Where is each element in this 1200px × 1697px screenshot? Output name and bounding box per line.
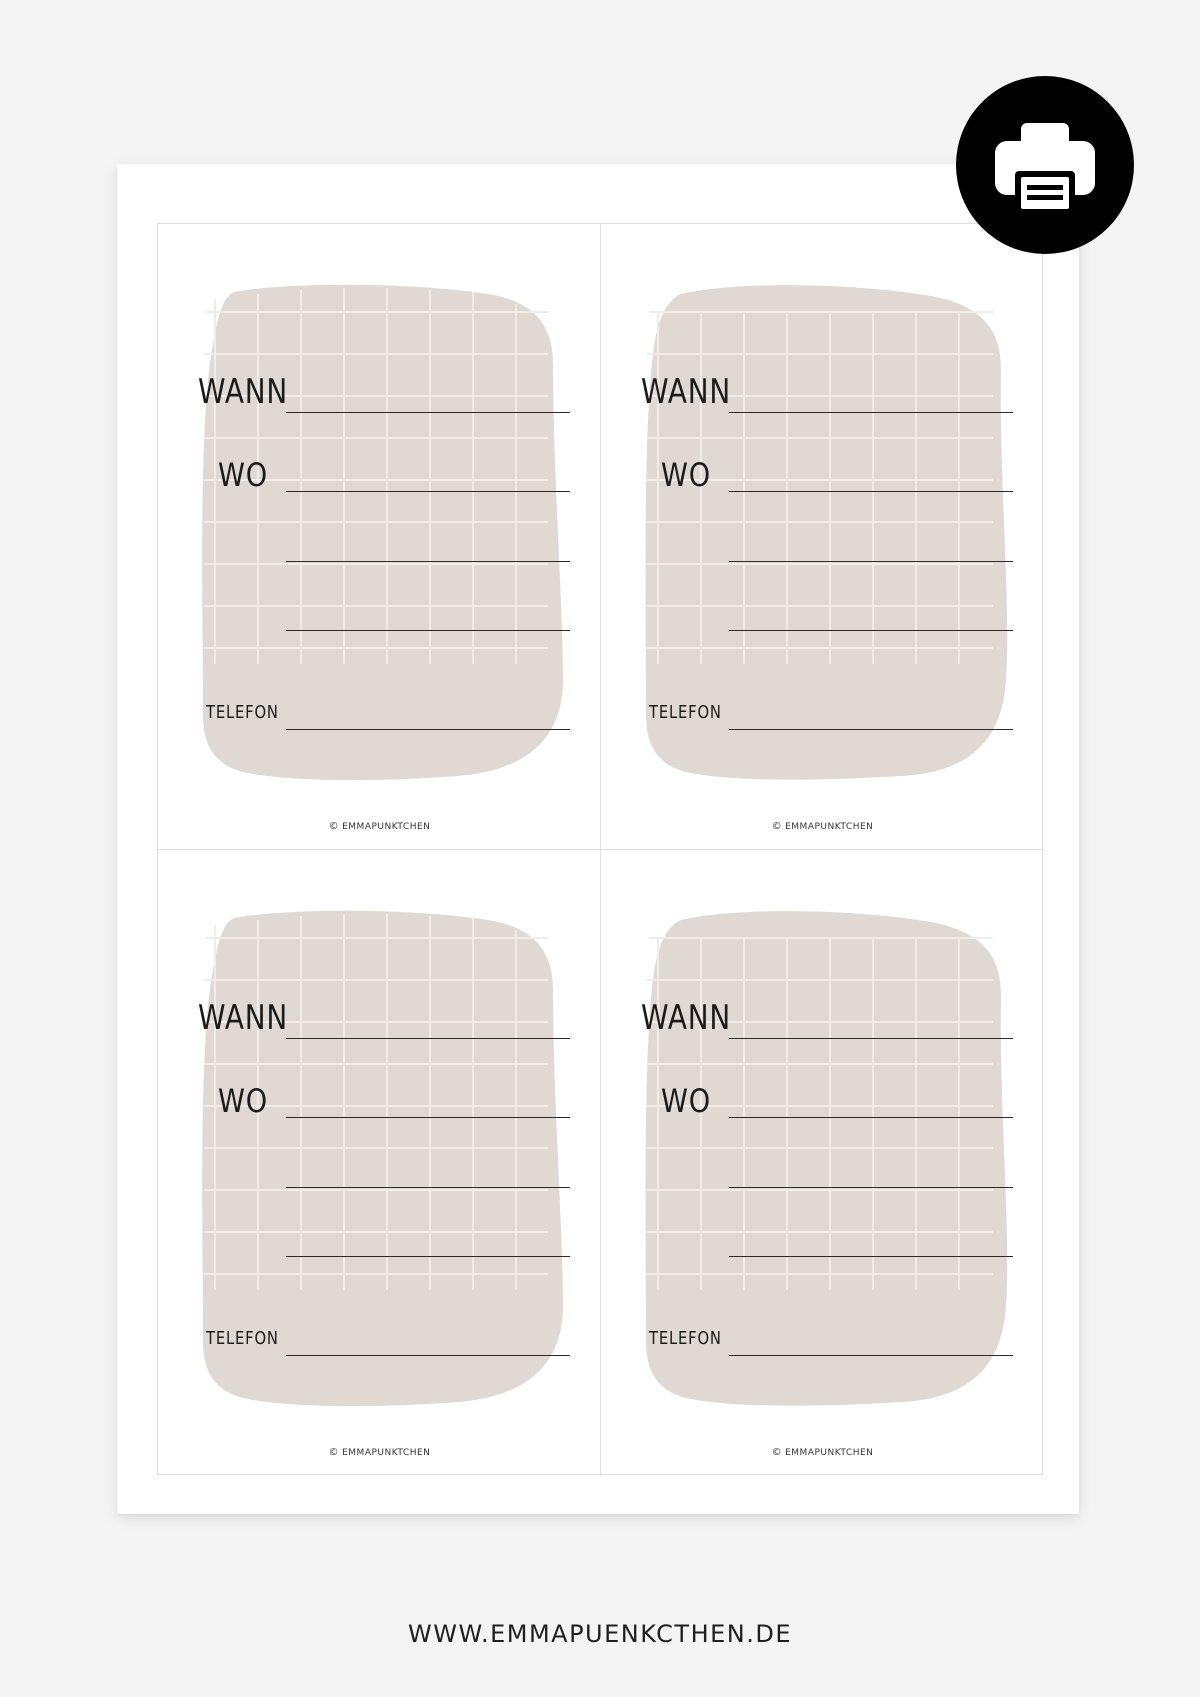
card-credit bbox=[158, 1447, 601, 1458]
telefon-write-line bbox=[729, 729, 1013, 730]
extra-write-line bbox=[729, 561, 1013, 562]
appointment-card bbox=[158, 224, 601, 850]
credit-text: EMMAPUNKTCHEN bbox=[342, 822, 431, 832]
card-grid bbox=[157, 223, 1043, 1475]
wo-write-line bbox=[286, 1117, 570, 1118]
extra-write-line bbox=[286, 561, 570, 562]
wann-label: WANN bbox=[198, 372, 289, 412]
wann-label: WANN bbox=[198, 998, 289, 1038]
telefon-write-line bbox=[729, 1355, 1013, 1356]
extra-write-line bbox=[729, 1256, 1013, 1257]
wo-label: WO bbox=[661, 456, 712, 494]
wann-write-line bbox=[286, 1038, 570, 1039]
print-button[interactable] bbox=[956, 76, 1134, 254]
telefon-label: TELEFON bbox=[649, 1328, 722, 1349]
telefon-write-line bbox=[286, 1355, 570, 1356]
wo-write-line bbox=[286, 491, 570, 492]
wo-label: WO bbox=[661, 1082, 712, 1120]
card-credit bbox=[601, 1447, 1044, 1458]
extra-write-line bbox=[286, 630, 570, 631]
card-credit bbox=[158, 821, 601, 832]
telefon-label: TELEFON bbox=[206, 1328, 279, 1349]
extra-write-line bbox=[729, 1187, 1013, 1188]
copyright-symbol: © bbox=[328, 821, 340, 832]
wo-label: WO bbox=[218, 1082, 269, 1120]
beige-blob-background bbox=[601, 224, 1044, 850]
wann-write-line bbox=[729, 1038, 1013, 1039]
wann-label: WANN bbox=[641, 998, 732, 1038]
telefon-label: TELEFON bbox=[649, 702, 722, 723]
wann-write-line bbox=[729, 412, 1013, 413]
copyright-symbol: © bbox=[771, 821, 783, 832]
appointment-card bbox=[601, 850, 1044, 1476]
wo-write-line bbox=[729, 491, 1013, 492]
telefon-label: TELEFON bbox=[206, 702, 279, 723]
appointment-card bbox=[158, 850, 601, 1476]
website-url: WWW.EMMAPUENKCTHEN.DE bbox=[408, 1620, 792, 1648]
wann-label: WANN bbox=[641, 372, 732, 412]
credit-text: EMMAPUNKTCHEN bbox=[785, 822, 874, 832]
wo-label: WO bbox=[218, 456, 269, 494]
beige-blob-background bbox=[601, 850, 1044, 1476]
credit-text: EMMAPUNKTCHEN bbox=[342, 1448, 431, 1458]
credit-text: EMMAPUNKTCHEN bbox=[785, 1448, 874, 1458]
printable-sheet bbox=[117, 164, 1079, 1514]
copyright-symbol: © bbox=[328, 1447, 340, 1458]
telefon-write-line bbox=[286, 729, 570, 730]
extra-write-line bbox=[286, 1256, 570, 1257]
copyright-symbol: © bbox=[771, 1447, 783, 1458]
wo-write-line bbox=[729, 1117, 1013, 1118]
beige-blob-background bbox=[158, 224, 601, 850]
appointment-card bbox=[601, 224, 1044, 850]
wann-write-line bbox=[286, 412, 570, 413]
beige-blob-background bbox=[158, 850, 601, 1476]
extra-write-line bbox=[729, 630, 1013, 631]
printer-icon bbox=[995, 123, 1095, 209]
extra-write-line bbox=[286, 1187, 570, 1188]
card-credit bbox=[601, 821, 1044, 832]
